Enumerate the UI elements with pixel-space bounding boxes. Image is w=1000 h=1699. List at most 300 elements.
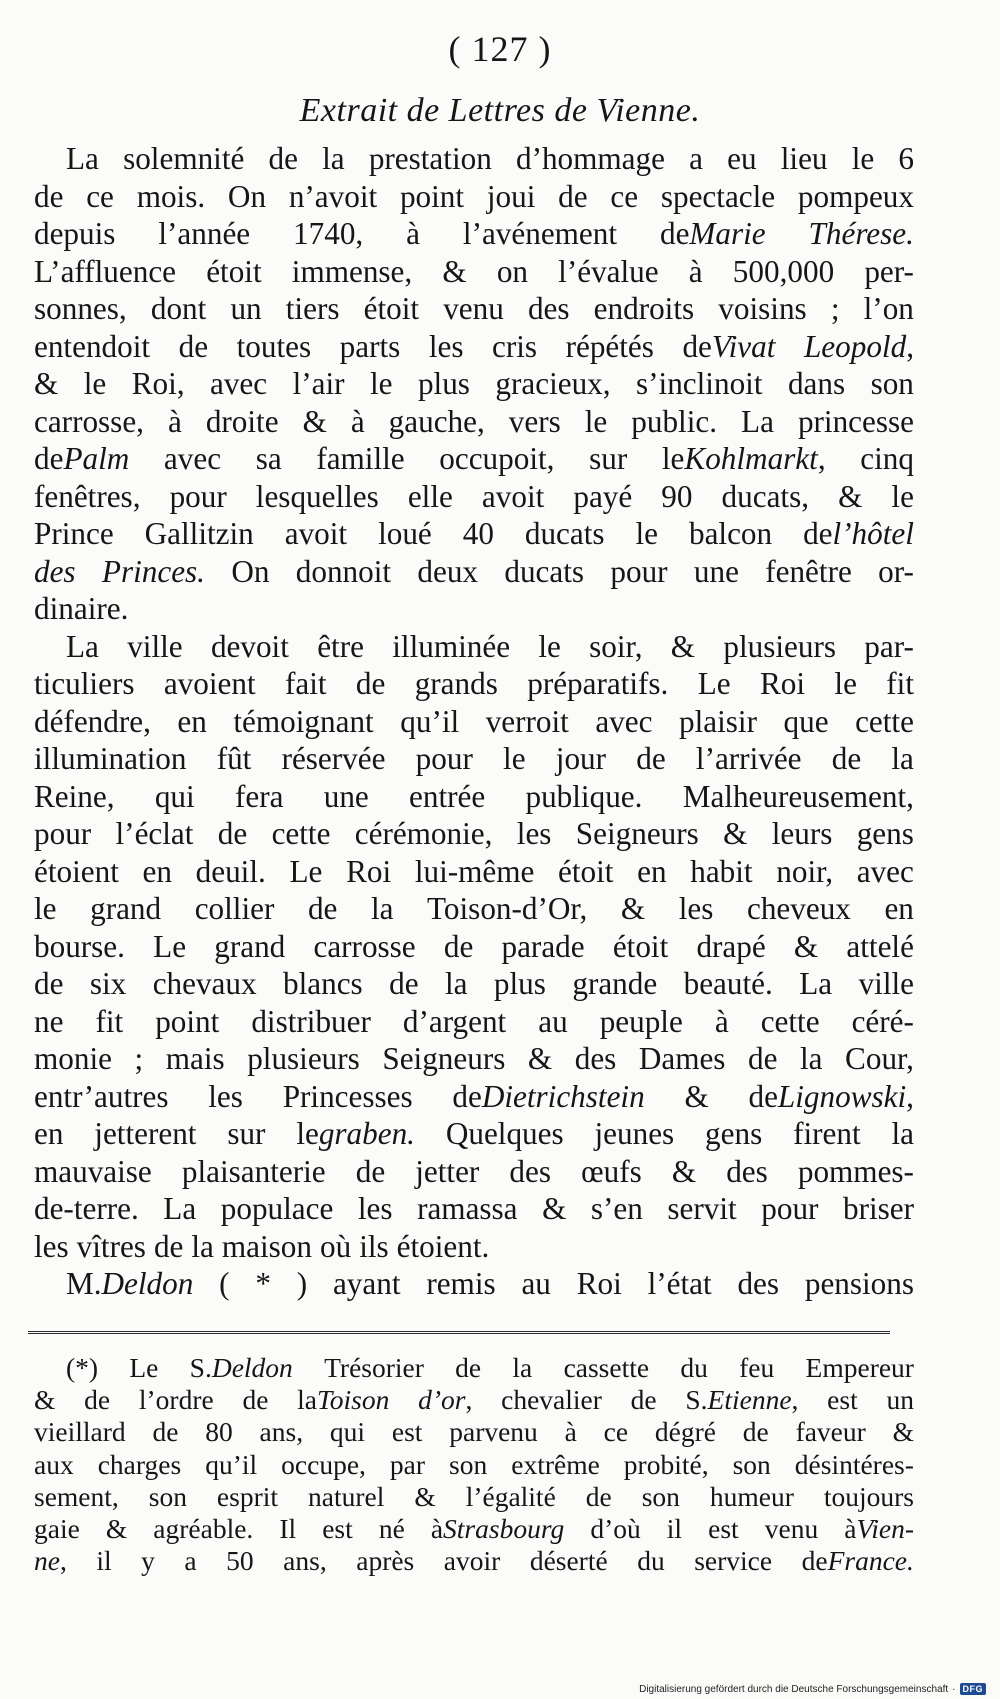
- text-word: Dietrichstein: [481, 1078, 645, 1114]
- text-word: [662, 440, 826, 478]
- footnote: [34, 1352, 914, 1577]
- footnote-line: [34, 1481, 914, 1513]
- text-word: des: [726, 1153, 768, 1189]
- text-word: les: [208, 1078, 243, 1114]
- text-word: chevaux: [152, 966, 257, 1001]
- text-word: Cour,: [845, 1041, 914, 1076]
- text-word: cette: [855, 703, 914, 739]
- dfg-logo: DFG: [960, 1683, 987, 1695]
- text-word: agréable.: [153, 1512, 254, 1544]
- text-word: des: [574, 1041, 617, 1076]
- text-word: son: [732, 1448, 771, 1480]
- text-word: grande: [572, 966, 658, 1001]
- text-word: Thérese.: [808, 216, 914, 251]
- text-word: des: [34, 553, 76, 589]
- text-word: &: [302, 403, 327, 439]
- text-word: étoient: [34, 853, 119, 889]
- text-word: œufs: [581, 1153, 642, 1189]
- text-word: de: [242, 1384, 269, 1416]
- text-word: gaie: [34, 1512, 80, 1544]
- text-word: ils: [359, 1228, 389, 1264]
- text-word: né: [378, 1512, 405, 1544]
- text-word: (: [219, 1266, 230, 1301]
- text-word: fit: [95, 1003, 124, 1039]
- text-word: Gallitzin: [144, 516, 254, 551]
- text-word: de: [630, 1384, 657, 1416]
- text-word: distribuer: [251, 1003, 371, 1039]
- text-word: Vien-: [856, 1512, 914, 1544]
- text-line: [34, 478, 914, 516]
- text-word: ce: [86, 178, 114, 214]
- text-word: Princes.: [101, 553, 205, 589]
- text-word: grands: [414, 666, 498, 701]
- text-word: cette: [271, 816, 331, 851]
- text-word: les: [678, 891, 714, 926]
- text-word: blancs: [283, 966, 363, 1001]
- text-word: de: [452, 1078, 482, 1114]
- text-word: sur: [589, 441, 628, 476]
- text-word: point: [155, 1003, 220, 1039]
- text-word: Princesses: [282, 1078, 413, 1114]
- text-word: la: [799, 1041, 823, 1076]
- text-word: [803, 515, 914, 553]
- text-word: [34, 440, 129, 478]
- text-word: carrosse: [313, 928, 416, 964]
- text-word: public.: [631, 403, 718, 439]
- text-word: publique.: [525, 778, 643, 814]
- text-word: ,: [817, 441, 826, 476]
- text-word: [682, 328, 775, 366]
- text-line: [34, 290, 914, 328]
- text-word: la: [891, 741, 914, 776]
- text-line: [34, 1153, 914, 1191]
- text-word: sonnes,: [34, 291, 127, 326]
- text-word: famille: [316, 441, 405, 476]
- text-word: fera: [234, 778, 284, 814]
- text-word: ticuliers: [34, 666, 135, 701]
- text-word: 90: [661, 478, 693, 514]
- text-word: a: [689, 141, 703, 176]
- footnote-divider: [28, 1331, 890, 1334]
- text-word: remis: [426, 1266, 496, 1301]
- text-word: par: [389, 1448, 426, 1480]
- text-word: de: [831, 741, 862, 776]
- text-word: ducats: [504, 553, 585, 589]
- text-word: 80: [205, 1416, 233, 1448]
- text-word: avoit: [481, 478, 545, 514]
- text-line: [34, 365, 914, 403]
- text-word: Deldon: [211, 1352, 293, 1383]
- text-word: fenêtre: [765, 553, 852, 589]
- text-word: pompeux: [797, 178, 914, 214]
- text-word: étoit: [363, 291, 420, 326]
- text-word: les: [428, 328, 464, 364]
- text-word: répétés: [565, 328, 654, 364]
- text-word: parade: [501, 928, 585, 964]
- text-word: 50: [226, 1545, 254, 1577]
- text-word: avoit: [284, 516, 348, 551]
- text-word: d’où: [590, 1512, 641, 1544]
- text-word: ville: [858, 966, 914, 1001]
- text-word: Reine,: [34, 778, 115, 814]
- text-word: étoient.: [396, 1228, 490, 1264]
- text-line: [34, 1265, 914, 1303]
- text-word: il: [666, 1512, 683, 1544]
- text-word: pour: [415, 741, 473, 776]
- text-word: être: [317, 628, 364, 664]
- text-word: en: [142, 853, 172, 889]
- text-word: gauche,: [388, 403, 485, 439]
- text-word: Roi,: [131, 366, 185, 401]
- text-word: ,: [791, 1384, 799, 1416]
- text-word: droite: [205, 403, 279, 439]
- text-word: illumination: [34, 741, 187, 776]
- text-word: &: [723, 816, 748, 851]
- text-word: L’affluence: [34, 253, 177, 289]
- text-word: ans,: [283, 1545, 327, 1577]
- text-word: avec: [856, 853, 914, 889]
- text-word: Empereur: [805, 1352, 914, 1383]
- text-line: [34, 215, 914, 253]
- text-word: de: [801, 1545, 828, 1577]
- text-word: désintéres-: [794, 1448, 914, 1480]
- text-word: en: [637, 853, 667, 889]
- text-word: est: [827, 1384, 858, 1416]
- text-word: illuminée: [392, 628, 511, 664]
- text-word: à: [564, 1416, 577, 1448]
- text-word: *: [255, 1266, 271, 1301]
- text-word: de: [84, 1384, 111, 1416]
- text-word: ducats: [524, 516, 605, 551]
- text-word: de: [389, 966, 419, 1001]
- text-word: balcon: [688, 516, 773, 551]
- text-word: sur: [227, 1116, 266, 1151]
- text-line: [34, 1078, 914, 1116]
- text-word: l’éclat: [115, 816, 194, 851]
- text-word: collier: [194, 891, 275, 926]
- text-word: a: [184, 1545, 197, 1577]
- text-word: du: [680, 1352, 708, 1383]
- text-word: Roi: [346, 853, 392, 889]
- footnote-line: [34, 1416, 914, 1448]
- text-word: fenêtres,: [34, 478, 141, 514]
- text-line: [34, 515, 914, 553]
- text-word: par-: [864, 628, 914, 664]
- text-word: [748, 1078, 913, 1116]
- text-word: avoir: [443, 1545, 501, 1577]
- text-word: plus: [493, 966, 546, 1001]
- text-word: pour: [761, 1191, 819, 1226]
- text-word: de: [558, 178, 588, 214]
- text-word: la: [191, 1228, 214, 1264]
- text-word: le: [851, 141, 875, 176]
- text-word: [804, 328, 914, 366]
- text-word: carrosse,: [34, 403, 144, 439]
- footnote-line: [34, 1352, 914, 1384]
- text-line: [34, 853, 914, 891]
- footnote-line: [34, 1513, 914, 1545]
- text-word: son: [449, 1448, 488, 1480]
- text-word: défendre,: [34, 703, 151, 739]
- text-word: d’or: [418, 1384, 466, 1416]
- article-title: Extrait de Lettres de Vienne.: [299, 92, 701, 129]
- text-word: deuil.: [195, 853, 266, 889]
- text-word: entendoit: [34, 328, 151, 364]
- text-word: 1740,: [293, 216, 364, 251]
- text-line: [34, 703, 914, 741]
- text-word: au: [521, 1266, 551, 1301]
- text-word: grand: [90, 891, 162, 926]
- text-word: [844, 1513, 914, 1545]
- text-line: [34, 815, 914, 853]
- text-word: de: [742, 1416, 769, 1448]
- text-word: France.: [827, 1545, 914, 1577]
- text-word: La: [66, 141, 99, 176]
- text-line: [34, 590, 914, 628]
- credit-text: Digitalisierung gefördert durch die Deutsche Forschungsgemeinschaft: [639, 1683, 949, 1695]
- text-word: La: [163, 1191, 197, 1226]
- text-word: princesse: [797, 403, 914, 439]
- text-word: de: [659, 216, 690, 251]
- text-line: [34, 1040, 914, 1078]
- text-word: occupe,: [281, 1448, 366, 1480]
- text-word: le: [891, 478, 914, 514]
- text-word: l’hôtel: [832, 516, 914, 551]
- footnote-line: [34, 1384, 914, 1416]
- text-word: un: [230, 291, 262, 326]
- text-word: or-: [878, 553, 914, 589]
- text-line: [34, 665, 914, 703]
- text-word: point: [399, 178, 465, 214]
- text-word: la: [512, 1352, 533, 1383]
- text-word: de: [34, 441, 64, 476]
- text-word: de: [748, 1041, 778, 1076]
- text-word: grand: [214, 928, 286, 964]
- text-word: des: [737, 1266, 780, 1301]
- text-word: à: [844, 1512, 857, 1544]
- text-word: ): [296, 1266, 308, 1301]
- text-word: probité,: [623, 1448, 709, 1480]
- text-word: 500,000: [732, 253, 835, 289]
- main-text: [34, 140, 914, 1303]
- text-word: l’année: [158, 216, 251, 251]
- text-word: plus: [417, 366, 470, 401]
- text-word: le: [635, 516, 659, 551]
- text-word: préparatifs.: [527, 666, 669, 701]
- text-word: &: [793, 928, 819, 964]
- text-word: l’état: [647, 1266, 712, 1301]
- text-word: de: [585, 1480, 612, 1512]
- text-word: Trésorier: [324, 1352, 424, 1383]
- text-word: dans: [787, 366, 846, 401]
- text-word: immense,: [291, 253, 413, 289]
- text-word: Palm: [63, 441, 130, 476]
- text-word: faveur: [795, 1416, 866, 1448]
- text-word: &: [671, 1153, 697, 1189]
- text-word: Le: [153, 928, 187, 964]
- text-line: [34, 553, 914, 591]
- text-word: Dames: [638, 1041, 726, 1076]
- text-word: populace: [220, 1191, 334, 1226]
- text-word: lui-même: [414, 853, 535, 889]
- text-word: après: [356, 1545, 415, 1577]
- text-line: [34, 178, 914, 216]
- text-word: jetter: [415, 1153, 480, 1189]
- text-word: l’ordre: [138, 1384, 214, 1416]
- text-word: mais: [165, 1041, 225, 1076]
- text-line: [34, 1003, 914, 1041]
- text-word: S.: [189, 1352, 212, 1383]
- text-word: étoit: [612, 928, 669, 964]
- text-word: ,: [465, 1384, 473, 1416]
- text-word: le: [34, 891, 57, 926]
- text-word: qu’il: [400, 703, 460, 739]
- text-word: du: [637, 1545, 665, 1577]
- text-word: son: [870, 366, 914, 401]
- text-word: beauté.: [683, 966, 773, 1001]
- text-word: avec: [163, 441, 222, 476]
- text-word: les: [34, 1228, 69, 1264]
- text-word: toujours: [823, 1480, 914, 1512]
- text-word: on: [496, 253, 528, 289]
- text-word: gens: [856, 816, 914, 851]
- text-word: le: [538, 628, 561, 664]
- text-word: ville: [127, 628, 183, 664]
- text-word: y: [141, 1545, 155, 1577]
- text-word: d’hommage: [515, 141, 665, 176]
- text-word: &: [542, 1191, 567, 1226]
- text-word: pensions: [804, 1266, 914, 1301]
- text-word: s’inclinoit: [636, 366, 763, 401]
- text-word: plaisir: [679, 703, 757, 739]
- text-word: l’égalité: [465, 1480, 556, 1512]
- text-word: Seigneurs: [575, 816, 699, 851]
- text-word: le: [584, 403, 608, 439]
- text-word: &: [34, 366, 59, 401]
- text-word: vîtres: [76, 1228, 146, 1264]
- text-word: esprit: [216, 1480, 279, 1512]
- text-word: chevalier: [501, 1384, 602, 1416]
- text-word: des: [509, 1153, 551, 1189]
- text-word: dont: [150, 291, 207, 326]
- text-word: Roi: [759, 666, 806, 701]
- text-word: Deldon: [101, 1266, 194, 1301]
- text-word: à: [406, 216, 420, 251]
- text-word: que: [783, 703, 829, 739]
- text-word: une: [693, 553, 739, 589]
- text-word: ramassa: [417, 1191, 518, 1226]
- text-word: &: [442, 253, 467, 289]
- text-word: en: [177, 703, 207, 739]
- text-word: de: [34, 966, 64, 1001]
- text-word: [297, 1384, 389, 1416]
- text-word: pour: [169, 478, 227, 514]
- text-word: payé: [573, 478, 633, 514]
- text-word: déserté: [529, 1545, 608, 1577]
- text-word: la: [444, 966, 468, 1001]
- text-word: venu: [443, 291, 504, 326]
- text-line: [34, 403, 914, 441]
- text-line: [34, 890, 914, 928]
- text-word: extrême: [511, 1448, 600, 1480]
- text-word: charges: [97, 1448, 182, 1480]
- text-word: la: [891, 1116, 914, 1151]
- text-line: [34, 440, 914, 478]
- text-word: bourse.: [34, 928, 125, 964]
- text-word: [452, 1078, 644, 1116]
- text-word: dinaire.: [34, 591, 129, 626]
- text-word: son: [148, 1480, 187, 1512]
- text-word: qu’il: [205, 1448, 258, 1480]
- footnote-line: [34, 1449, 914, 1481]
- text-word: On: [231, 553, 270, 589]
- text-word: Prince: [34, 516, 114, 551]
- text-word: à: [688, 253, 703, 289]
- text-word: étoit: [206, 253, 262, 289]
- text-word: [685, 1384, 798, 1416]
- text-word: Le: [289, 853, 323, 889]
- text-word: l’avénement: [462, 216, 618, 251]
- text-word: de: [268, 141, 298, 176]
- text-word: de: [748, 1078, 778, 1114]
- text-word: joui: [486, 178, 536, 214]
- text-word: ne: [34, 1545, 60, 1577]
- text-word: de: [455, 1352, 482, 1383]
- text-word: depuis: [34, 216, 116, 251]
- text-word: plusieurs: [247, 1041, 360, 1076]
- text-word: le: [369, 366, 393, 401]
- text-word: parvenu: [449, 1416, 538, 1448]
- text-word: cheveux: [746, 891, 851, 926]
- text-word: Il: [279, 1512, 297, 1544]
- text-word: ce: [603, 1416, 629, 1448]
- text-word: dégré: [654, 1416, 716, 1448]
- text-word: cassette: [563, 1352, 650, 1383]
- text-word: cérémonie,: [354, 816, 493, 851]
- text-word: qui: [154, 778, 195, 814]
- text-word: service: [694, 1545, 773, 1577]
- text-word: sement,: [34, 1480, 119, 1512]
- text-word: cinq: [860, 441, 914, 476]
- text-word: Marie: [689, 216, 766, 251]
- text-word: Strasbourg: [443, 1512, 565, 1544]
- text-word: de: [355, 1153, 386, 1189]
- text-word: la: [370, 891, 394, 926]
- text-word: firent: [793, 1116, 861, 1151]
- text-word: ans,: [259, 1416, 304, 1448]
- text-word: Etienne: [707, 1384, 792, 1416]
- text-word: [418, 1384, 472, 1416]
- text-word: de: [153, 1228, 184, 1264]
- text-word: l’évalue: [558, 253, 659, 289]
- text-word: Lignowski: [777, 1078, 907, 1114]
- text-word: loué: [378, 516, 432, 551]
- text-word: fait: [284, 666, 327, 701]
- text-word: fit: [886, 666, 914, 701]
- text-word: toutes: [236, 328, 312, 364]
- text-word: M.: [66, 1266, 102, 1301]
- text-line: [34, 778, 914, 816]
- text-word: servit: [667, 1191, 737, 1226]
- text-word: en: [884, 891, 914, 926]
- text-word: donnoit: [295, 553, 392, 589]
- text-word: maison: [221, 1228, 312, 1264]
- text-word: naturel: [308, 1480, 385, 1512]
- text-word: avoient: [163, 666, 256, 701]
- text-word: de: [34, 178, 64, 214]
- text-word: Quelques: [445, 1116, 564, 1151]
- text-word: réservée: [281, 741, 386, 776]
